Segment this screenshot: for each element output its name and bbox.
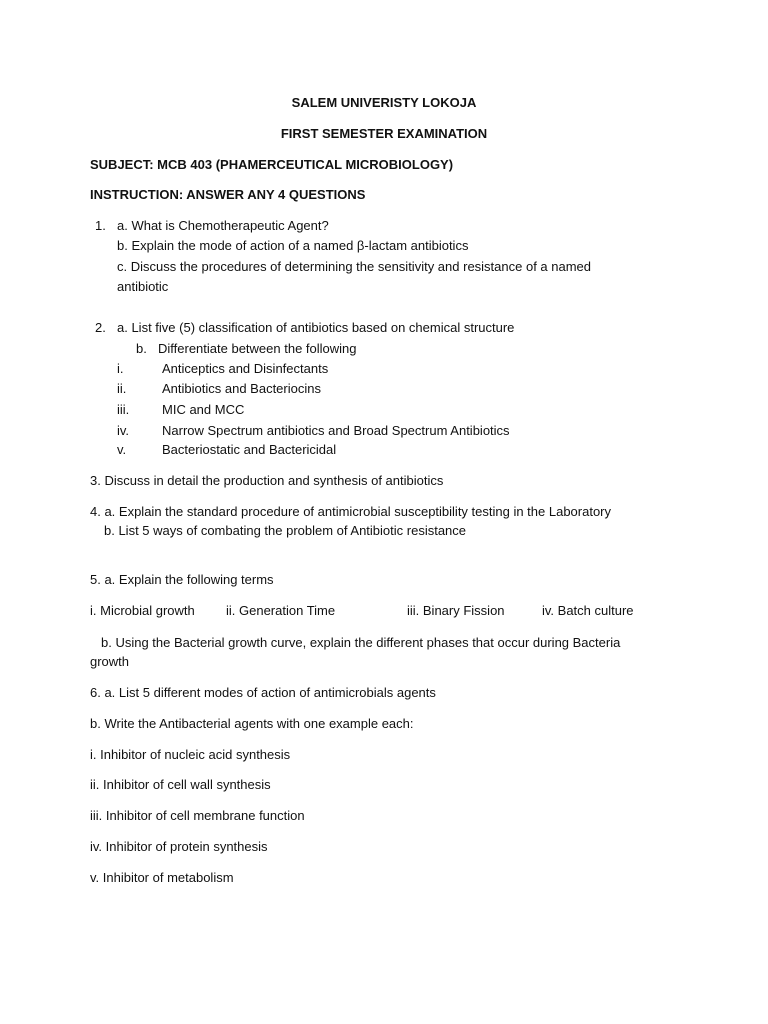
q2-item-text: Antibiotics and Bacteriocins bbox=[162, 381, 321, 396]
q2-part-b-text: Differentiate between the following bbox=[158, 341, 357, 356]
q5-term: ii. Generation Time bbox=[226, 603, 336, 618]
q2-item-number: v. bbox=[117, 442, 127, 457]
q2-item-number: iii. bbox=[117, 402, 130, 417]
q2-part-b-label: b. bbox=[136, 341, 147, 356]
q2-item-text: Bacteriostatic and Bactericidal bbox=[162, 442, 337, 457]
q4-part-a: 4. a. Explain the standard procedure of antimicrobial susceptibility testing in the Laboratory bbox=[90, 504, 612, 519]
q2-item-text: Anticeptics and Disinfectants bbox=[162, 361, 329, 376]
q5-part-a: 5. a. Explain the following terms bbox=[90, 572, 274, 587]
q3-text: 3. Discuss in detail the production and synthesis of antibiotics bbox=[90, 473, 444, 488]
instruction-line: INSTRUCTION: ANSWER ANY 4 QUESTIONS bbox=[90, 187, 366, 202]
q2-item-number: iv. bbox=[117, 423, 130, 438]
q4-part-b: b. List 5 ways of combating the problem of Antibiotic resistance bbox=[104, 523, 467, 538]
q2-item-number: i. bbox=[117, 361, 124, 376]
q1-number: 1. bbox=[95, 218, 106, 233]
q1-part-c-line2: antibiotic bbox=[117, 279, 169, 294]
q2-item-text: MIC and MCC bbox=[162, 402, 245, 417]
q6-part-b: b. Write the Antibacterial agents with one example each: bbox=[90, 716, 414, 731]
q6-item: ii. Inhibitor of cell wall synthesis bbox=[90, 777, 271, 792]
q2-item-text: Narrow Spectrum antibiotics and Broad Spectrum Antibiotics bbox=[162, 423, 510, 438]
q1-part-b: b. Explain the mode of action of a named β-lactam antibiotics bbox=[117, 238, 469, 253]
q6-item: iv. Inhibitor of protein synthesis bbox=[90, 839, 268, 854]
q1-part-c-line1: c. Discuss the procedures of determining the sensitivity and resistance of a named bbox=[117, 259, 592, 274]
q5-term: i. Microbial growth bbox=[90, 603, 195, 618]
q6-part-a: 6. a. List 5 different modes of action of antimicrobials agents bbox=[90, 685, 436, 700]
q6-item: v. Inhibitor of metabolism bbox=[90, 870, 234, 885]
q1-part-a: a. What is Chemotherapeutic Agent? bbox=[117, 218, 329, 233]
q6-item: i. Inhibitor of nucleic acid synthesis bbox=[90, 747, 291, 762]
exam-title: FIRST SEMESTER EXAMINATION bbox=[280, 126, 488, 141]
q6-item: iii. Inhibitor of cell membrane function bbox=[90, 808, 305, 823]
q2-number: 2. bbox=[95, 320, 106, 335]
university-title: SALEM UNIVERISTY LOKOJA bbox=[291, 95, 477, 110]
q5-term: iii. Binary Fission bbox=[407, 603, 505, 618]
q5-term: iv. Batch culture bbox=[542, 603, 634, 618]
q5-part-b-line2: growth bbox=[90, 654, 130, 669]
subject-line: SUBJECT: MCB 403 (PHAMERCEUTICAL MICROBIOLOGY) bbox=[90, 157, 454, 172]
q2-item-number: ii. bbox=[117, 381, 127, 396]
q5-part-b-line1: b. Using the Bacterial growth curve, explain the different phases that occur during Bacteria bbox=[101, 635, 621, 650]
q2-part-a: a. List five (5) classification of antibiotics based on chemical structure bbox=[117, 320, 515, 335]
